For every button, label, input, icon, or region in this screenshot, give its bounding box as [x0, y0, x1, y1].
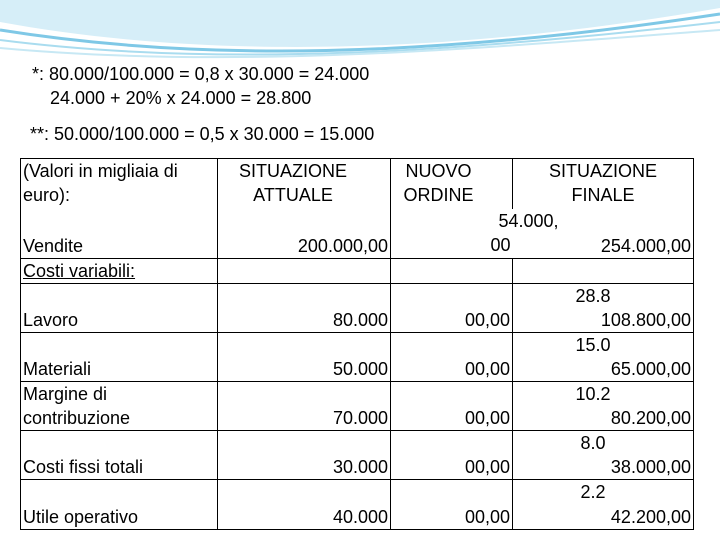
costi-fissi-label: Costi fissi totali [21, 431, 218, 480]
financial-table [20, 158, 694, 530]
utile-final-value: 42.200,00 [610, 507, 691, 527]
utile-final-top: 2.2 [580, 482, 606, 502]
vendite-new-top: 54.000, [498, 210, 559, 231]
lavoro-final [513, 284, 694, 333]
margine-final [513, 382, 694, 431]
row-margine [21, 382, 694, 431]
margine-actual: 70.000 [218, 382, 391, 431]
vendite-label: Vendite [21, 209, 218, 259]
header-row [21, 159, 694, 209]
costi-variabili-label: Costi variabili: [21, 259, 218, 284]
margine-final-top: 10.2 [575, 384, 611, 404]
materiali-final [513, 333, 694, 382]
costi-fissi-final-value: 38.000,00 [610, 457, 691, 477]
header-final: SITUAZIONE FINALE [513, 159, 694, 209]
vendite-new-bottom: 00 [490, 234, 511, 255]
utile-actual: 40.000 [218, 480, 391, 530]
utile-final [513, 480, 694, 530]
vendite-final: 254.000,00 [513, 209, 694, 259]
calc-note-2: 24.000 + 20% x 24.000 = 28.800 [50, 88, 312, 108]
calc-note-3: **: 50.000/100.000 = 0,5 x 30.000 = 15.000 [30, 124, 375, 144]
header-label: (Valori in migliaia di euro): [21, 159, 218, 209]
materiali-actual: 50.000 [218, 333, 391, 382]
row-costi-fissi [21, 431, 694, 480]
lavoro-final-value: 108.800,00 [600, 310, 691, 330]
margine-new: 00,00 [391, 382, 513, 431]
margine-label: Margine di contribuzione [21, 382, 218, 431]
materiali-label: Materiali [21, 333, 218, 382]
utile-new: 00,00 [391, 480, 513, 530]
calc-note-1: *: 80.000/100.000 = 0,8 x 30.000 = 24.000 [32, 64, 370, 84]
row-materiali [21, 333, 694, 382]
row-utile [21, 480, 694, 530]
header-new-order: NUOVO ORDINE [391, 159, 513, 209]
margine-final-value: 80.200,00 [610, 408, 691, 428]
costi-fissi-final-top: 8.0 [580, 433, 606, 453]
costi-variabili-new [391, 259, 513, 284]
lavoro-final-top: 28.8 [575, 286, 611, 306]
materiali-new: 00,00 [391, 333, 513, 382]
decorative-swoosh [0, 0, 720, 70]
lavoro-label: Lavoro [21, 284, 218, 333]
utile-label: Utile operativo [21, 480, 218, 530]
costi-fissi-new: 00,00 [391, 431, 513, 480]
lavoro-new: 00,00 [391, 284, 513, 333]
materiali-final-value: 65.000,00 [610, 359, 691, 379]
costi-variabili-final [513, 259, 694, 284]
header-actual: SITUAZIONE ATTUALE [218, 159, 391, 209]
vendite-new [391, 209, 559, 259]
row-lavoro [21, 284, 694, 333]
lavoro-actual: 80.000 [218, 284, 391, 333]
row-vendite [21, 209, 694, 259]
costi-variabili-actual [218, 259, 391, 284]
vendite-actual: 200.000,00 [218, 209, 391, 259]
materiali-final-top: 15.0 [575, 335, 611, 355]
costi-fissi-final [513, 431, 694, 480]
costi-fissi-actual: 30.000 [218, 431, 391, 480]
row-costi-variabili [21, 259, 694, 284]
